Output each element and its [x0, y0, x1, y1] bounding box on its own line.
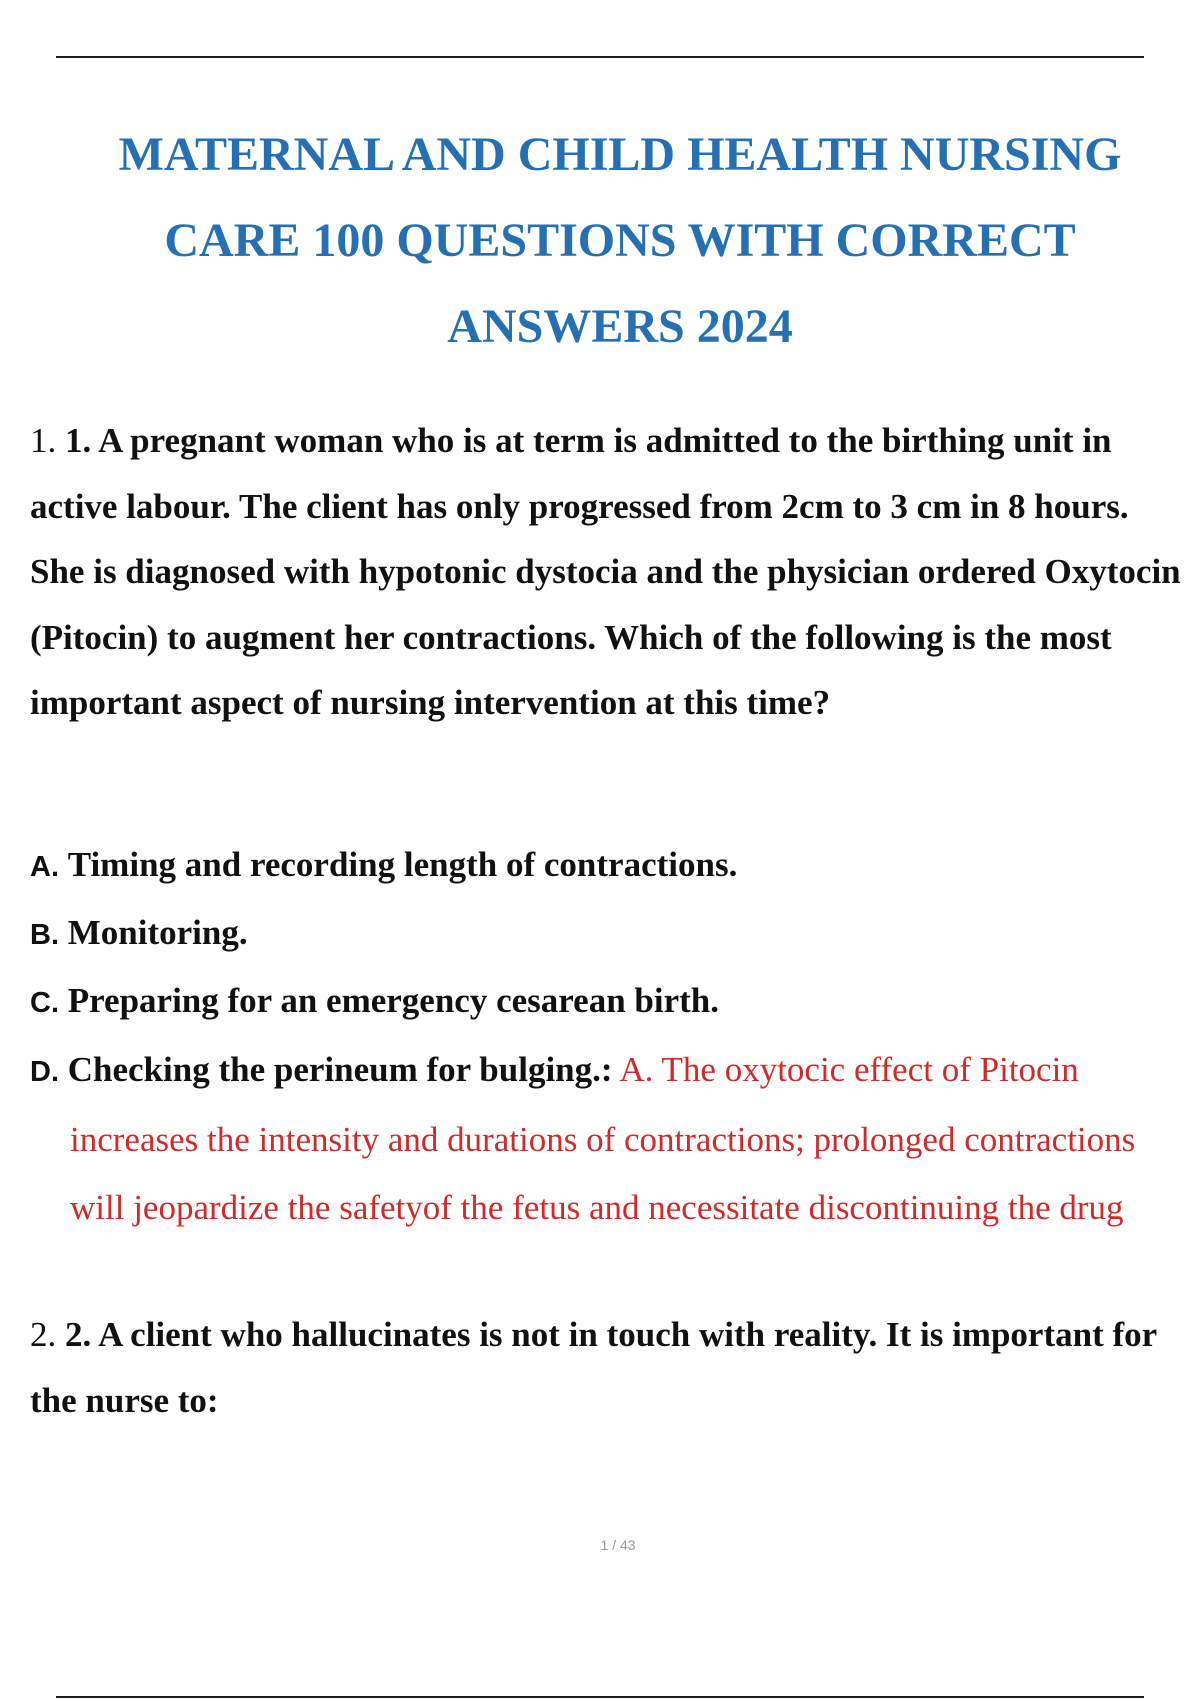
page-indicator: 1 / 43	[600, 1537, 636, 1553]
question-text: 1. A pregnant woman who is at term is admitted to the birthing unit in active labour. The client has only progressed from 2cm to 3 cm in 8 hours. She is diagnosed with hypotonic dystocia and the physician ordered Oxytocin (Pitocin) to augment her contractions. Which of the following is the most important aspect of nursing intervention at this time?	[30, 421, 1181, 722]
question-text: 2. A client who hallucinates is not in touch with reality. It is important for the nurse to:	[30, 1315, 1157, 1420]
top-divider	[56, 56, 1144, 58]
title-line: MATERNAL AND CHILD HEALTH NURSING	[118, 128, 1122, 181]
question-2	[30, 1302, 1190, 1433]
option-letter: B.	[30, 919, 59, 951]
answer-options	[30, 832, 1190, 1242]
bottom-divider	[56, 1696, 1144, 1698]
option-c	[30, 968, 1190, 1036]
option-d	[30, 1036, 1190, 1242]
option-b	[30, 900, 1190, 968]
option-text: Monitoring.	[67, 913, 248, 952]
title-line: ANSWERS 2024	[447, 300, 793, 353]
title-line: CARE 100 QUESTIONS WITH CORRECT	[164, 214, 1076, 267]
question-number: 2.	[30, 1315, 57, 1354]
option-letter: A.	[30, 851, 59, 883]
option-text: Timing and recording length of contractions.	[67, 845, 738, 884]
answer-explanation: A. The oxytocic effect of Pitocin increases the intensity and durations of contractions; prolonged contractions will jeopardize the safetyof the fetus and necessitate discontinuing the drug	[70, 1050, 1136, 1227]
question-1	[30, 408, 1190, 736]
option-text: Checking the perineum for bulging.:	[67, 1050, 613, 1089]
option-text: Preparing for an emergency cesarean birth.	[67, 981, 720, 1020]
option-letter: C.	[30, 987, 59, 1019]
option-a	[30, 832, 1190, 900]
document-title	[40, 112, 1200, 370]
question-number: 1.	[30, 421, 57, 460]
option-letter: D.	[30, 1056, 59, 1088]
